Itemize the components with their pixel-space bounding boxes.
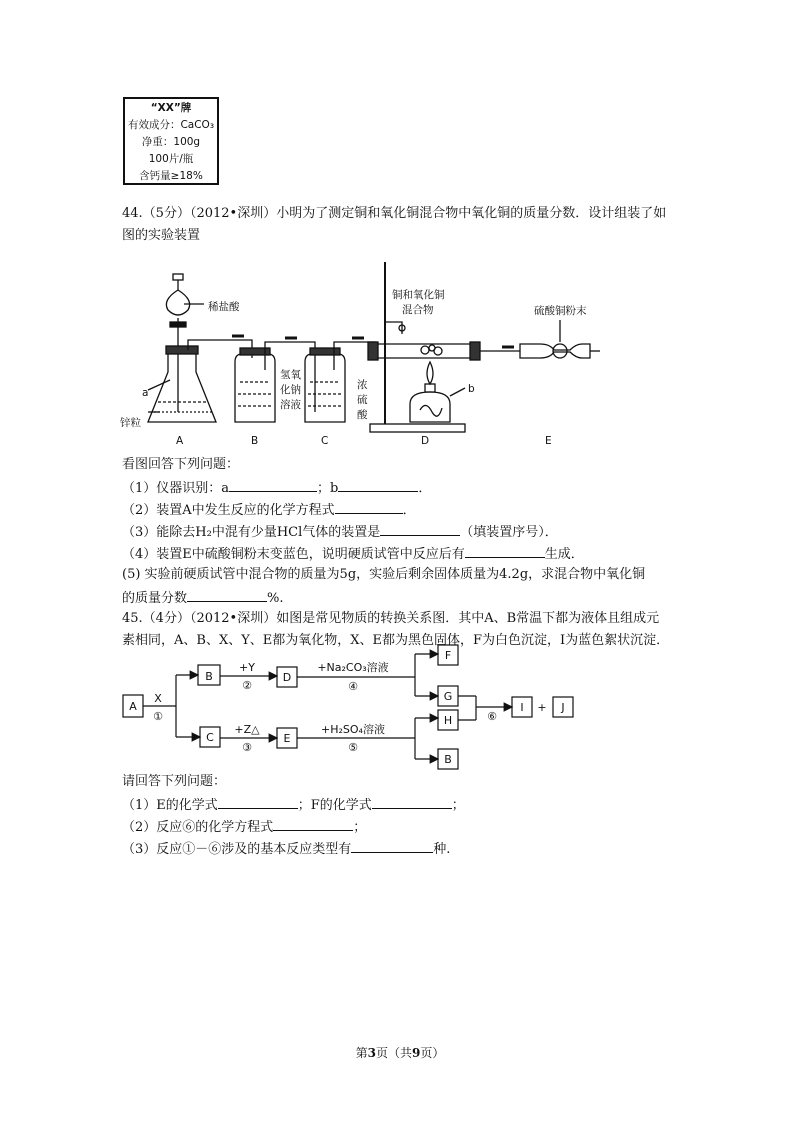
step-3: ③	[242, 741, 252, 754]
q44-prompt: 看图回答下列问题：	[122, 457, 240, 472]
label-brand: “XX”牌	[150, 102, 192, 114]
arrow-label-y: +Y	[239, 661, 255, 674]
alcohol-lamp	[410, 392, 450, 422]
node-A: A	[129, 700, 137, 713]
node-E: E	[283, 732, 291, 745]
label-mixture-2: 混合物	[402, 304, 434, 316]
node-C: C	[206, 731, 214, 744]
step-5: ⑤	[348, 741, 358, 754]
arrow-label-h2so4: +H₂SO₄溶液	[321, 723, 385, 736]
q45-q3	[122, 838, 450, 860]
q44-q3-text: （3）能除去H₂中混有少量HCl气体的装置是	[122, 525, 381, 540]
answer-blank[interactable]	[338, 477, 418, 492]
label-acid-1: 浓	[357, 379, 368, 391]
answer-blank[interactable]	[465, 543, 545, 558]
arrow-label-x: X	[154, 692, 162, 705]
plus-sign: +	[537, 701, 547, 714]
bottle-c	[305, 354, 345, 422]
node-H: H	[443, 714, 453, 727]
label-naoh-2: 化钠	[280, 384, 301, 396]
q44-intro-line1: 44.（5分）（2012•深圳）小明为了测定铜和氧化铜混合物中氧化铜的质量分数．设计组装了如	[122, 206, 667, 221]
label-naoh-1: 氢氧	[280, 369, 301, 381]
answer-blank[interactable]	[351, 838, 433, 853]
label-acid-3: 酸	[357, 409, 368, 421]
step-1: ①	[153, 710, 163, 723]
apparatus-diagram	[120, 262, 620, 452]
q45-prompt: 请回答下列问题：	[122, 774, 227, 789]
q44-q5-end: %.	[267, 591, 284, 606]
label-E: E	[545, 435, 552, 447]
label-calcium: 含钙量≥18%	[139, 170, 203, 182]
answer-blank[interactable]	[187, 587, 267, 602]
label-net-weight: 净重：100g	[141, 136, 201, 148]
q45-intro-line1: 45.（4分）（2012•深圳）如图是常见物质的转换关系图．其中A、B常温下都为液体且组成元	[122, 611, 660, 626]
q45-q2-end: ；	[353, 820, 367, 835]
q45-q1-end: ；	[451, 798, 465, 813]
q45-q3-text: （3）反应①－⑥涉及的基本反应类型有	[122, 842, 352, 857]
node-B2: B	[444, 753, 452, 766]
page-footer	[0, 1044, 800, 1061]
funnel-bulb	[166, 290, 189, 315]
q44-q3-end: （填装置序号）．	[460, 525, 558, 540]
q44-q3	[122, 521, 558, 543]
q44-q5-line1: (5) 实验前硬质试管中混合物的质量为5g，实验后剩余固体质量为4.2g，求混合物中氧化铜	[122, 567, 646, 582]
label-B: B	[251, 435, 259, 447]
node-B: B	[205, 670, 213, 683]
node-F: F	[444, 649, 452, 662]
page-total: 9	[412, 1046, 421, 1060]
answer-blank[interactable]	[273, 816, 353, 831]
q44-q4-text: （4）装置E中硫酸铜粉末变蓝色，说明硬质试管中反应后有	[122, 547, 465, 562]
answer-blank[interactable]	[335, 499, 403, 514]
label-cuso4: 硫酸铜粉末	[534, 305, 587, 317]
q44-q1-a: （1）仪器识别：a	[122, 481, 230, 496]
q44-intro-line2: 图的实验装置	[122, 228, 201, 243]
q44-q4-end: 生成．	[544, 547, 584, 562]
answer-blank[interactable]	[229, 477, 317, 492]
q45-q3-end: 种.	[433, 842, 451, 857]
label-acid-2: 硫	[357, 394, 368, 406]
answer-blank[interactable]	[372, 794, 452, 809]
stand-base	[370, 424, 465, 432]
step-6: ⑥	[487, 710, 497, 723]
page-number: 3	[367, 1046, 376, 1060]
label-A: A	[176, 435, 184, 447]
q44-q1	[122, 477, 431, 499]
q45-q1-e: （1）E的化学式	[122, 798, 218, 813]
q44-q5-line2	[122, 587, 284, 609]
node-D: D	[282, 671, 292, 684]
q44-q1-end: ．	[418, 481, 432, 496]
product-label	[123, 97, 219, 185]
arrow-label-na2co3: +Na₂CO₃溶液	[317, 661, 389, 674]
label-D: D	[421, 435, 430, 447]
label-C: C	[321, 435, 329, 447]
step-4: ④	[348, 680, 358, 693]
label-mixture-1: 铜和氧化铜	[392, 289, 445, 301]
transformation-diagram	[120, 640, 590, 775]
q44-q4	[122, 543, 584, 565]
label-b: b	[468, 383, 475, 395]
node-G: G	[443, 690, 453, 703]
q45-q1	[122, 794, 465, 816]
label-zinc: 锌粒	[120, 417, 141, 429]
answer-blank[interactable]	[218, 794, 298, 809]
bottle-b	[235, 354, 275, 422]
footer-mid: 页（共	[375, 1046, 412, 1060]
q45-q2	[122, 816, 366, 838]
q44-q2-text: （2）装置A中发生反应的化学方程式	[122, 503, 335, 518]
q44-q5-text: 的质量分数	[122, 591, 188, 606]
q45-q1-f: ；F的化学式	[297, 798, 372, 813]
q44-q1-b: ；b	[317, 481, 339, 496]
label-ingredient: 有效成分：CaCO₃	[127, 119, 215, 131]
label-hcl: 稀盐酸	[208, 301, 240, 313]
q44-q2-end: ．	[402, 503, 416, 518]
footer-pre: 第	[355, 1046, 368, 1060]
step-2: ②	[242, 679, 252, 692]
answer-blank[interactable]	[380, 521, 460, 536]
label-a: a	[142, 387, 149, 399]
label-naoh-3: 溶液	[280, 399, 301, 411]
q45-intro-line2: 素相同，A、B、X、Y、E都为氧化物，X、E都为黑色固体，F为白色沉淀，I为蓝色絮状沉淀．	[122, 633, 670, 648]
q45-q2-text: （2）反应⑥的化学方程式	[122, 820, 274, 835]
label-count: 100片/瓶	[148, 153, 194, 165]
q44-q2	[122, 499, 416, 521]
node-J: J	[561, 701, 565, 714]
node-I: I	[520, 701, 524, 714]
arrow-label-z: +Z△	[234, 723, 260, 736]
footer-post: 页）	[420, 1046, 445, 1060]
